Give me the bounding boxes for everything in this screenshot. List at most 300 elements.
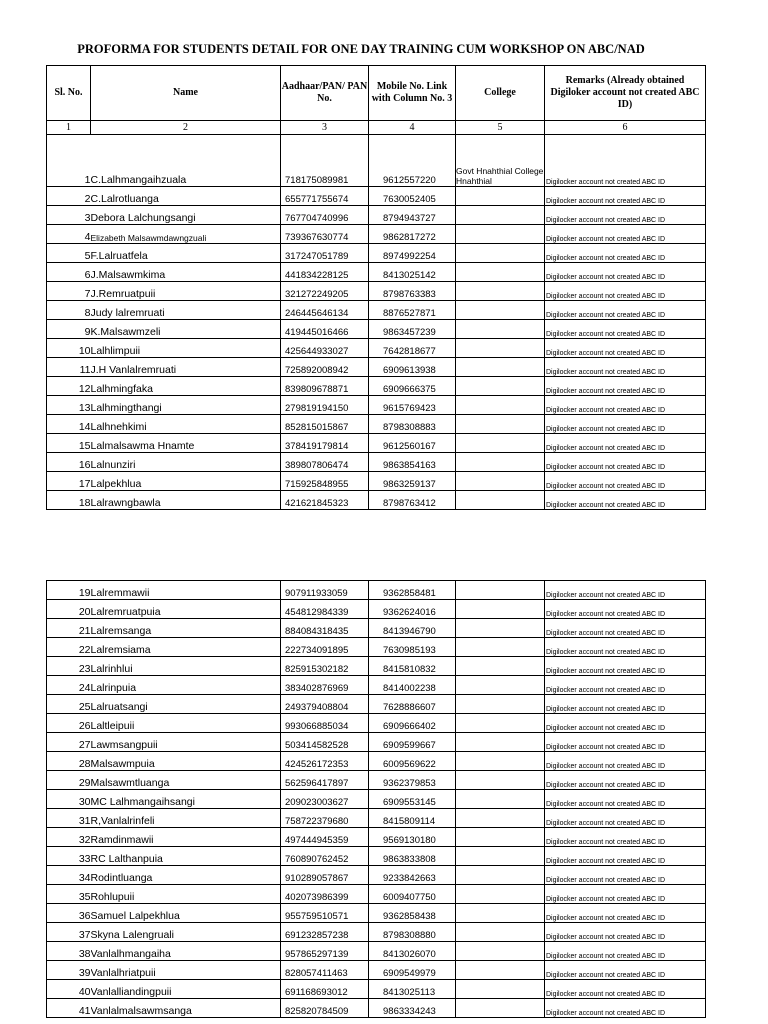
mobile-number: 6009407750 [369, 885, 456, 904]
serial-number: 10 [47, 339, 91, 358]
student-name: Ramdinmawii [91, 828, 281, 847]
serial-number: 20 [47, 600, 91, 619]
table-row [47, 771, 706, 790]
student-name: Vanlalhmangaiha [91, 942, 281, 961]
table-row [47, 377, 706, 396]
table-row [47, 999, 706, 1018]
remark: Digilocker account not created ABC ID [545, 472, 706, 491]
mobile-number: 9362858481 [369, 581, 456, 600]
table-row [47, 600, 706, 619]
remark: Digilocker account not created ABC ID [545, 187, 706, 206]
table-body-2 [47, 581, 706, 1018]
aadhaar-number: 246445646134 [281, 301, 369, 320]
college-name [456, 714, 545, 733]
student-name: Debora Lalchungsangi [91, 206, 281, 225]
serial-number: 32 [47, 828, 91, 847]
table-body-1 [47, 135, 706, 510]
student-name: J.H Vanlalremruati [91, 358, 281, 377]
serial-number: 1 [47, 135, 91, 187]
remark: Digilocker account not created ABC ID [545, 396, 706, 415]
aadhaar-number: 209023003627 [281, 790, 369, 809]
remark: Digilocker account not created ABC ID [545, 695, 706, 714]
serial-number: 21 [47, 619, 91, 638]
remark: Digilocker account not created ABC ID [545, 752, 706, 771]
table-row [47, 491, 706, 510]
remark: Digilocker account not created ABC ID [545, 923, 706, 942]
table-row [47, 733, 706, 752]
table-row [47, 396, 706, 415]
college-name [456, 752, 545, 771]
aadhaar-number: 828057411463 [281, 961, 369, 980]
table-row [47, 657, 706, 676]
student-name: Lalhnehkimi [91, 415, 281, 434]
mobile-number: 8414002238 [369, 676, 456, 695]
table-row [47, 358, 706, 377]
mobile-number: 9612557220 [369, 135, 456, 187]
table-row [47, 244, 706, 263]
college-name [456, 961, 545, 980]
serial-number: 34 [47, 866, 91, 885]
table-row [47, 415, 706, 434]
remark: Digilocker account not created ABC ID [545, 619, 706, 638]
student-name: K.Malsawmzeli [91, 320, 281, 339]
serial-number: 36 [47, 904, 91, 923]
remark: Digilocker account not created ABC ID [545, 999, 706, 1018]
serial-number: 33 [47, 847, 91, 866]
aadhaar-number: 760890762452 [281, 847, 369, 866]
aadhaar-number: 839809678871 [281, 377, 369, 396]
column-number: 4 [369, 121, 456, 135]
table-row [47, 752, 706, 771]
serial-number: 35 [47, 885, 91, 904]
table-row [47, 301, 706, 320]
header-college: College [456, 66, 545, 121]
serial-number: 38 [47, 942, 91, 961]
student-name: C.Lalhmangaihzuala [91, 135, 281, 187]
student-name: Vanlalhriatpuii [91, 961, 281, 980]
college-name [456, 453, 545, 472]
table-row [47, 206, 706, 225]
aadhaar-number: 378419179814 [281, 434, 369, 453]
college-name [456, 980, 545, 999]
remark: Digilocker account not created ABC ID [545, 885, 706, 904]
serial-number: 23 [47, 657, 91, 676]
remark: Digilocker account not created ABC ID [545, 809, 706, 828]
serial-number: 40 [47, 980, 91, 999]
student-name: Malsawmpuia [91, 752, 281, 771]
college-name [456, 809, 545, 828]
serial-number: 24 [47, 676, 91, 695]
serial-number: 41 [47, 999, 91, 1018]
serial-number: 5 [47, 244, 91, 263]
aadhaar-number: 955759510571 [281, 904, 369, 923]
remark: Digilocker account not created ABC ID [545, 847, 706, 866]
aadhaar-number: 317247051789 [281, 244, 369, 263]
mobile-number: 9862817272 [369, 225, 456, 244]
college-name [456, 638, 545, 657]
aadhaar-number: 389807806474 [281, 453, 369, 472]
mobile-number: 9233842663 [369, 866, 456, 885]
mobile-number: 9615769423 [369, 396, 456, 415]
remark: Digilocker account not created ABC ID [545, 904, 706, 923]
aadhaar-number: 562596417897 [281, 771, 369, 790]
mobile-number: 6909613938 [369, 358, 456, 377]
students-table-1 [46, 65, 706, 510]
student-name: Samuel Lalpekhlua [91, 904, 281, 923]
remark: Digilocker account not created ABC ID [545, 866, 706, 885]
table-row [47, 581, 706, 600]
college-name [456, 415, 545, 434]
student-name: Lawmsangpuii [91, 733, 281, 752]
college-name [456, 581, 545, 600]
table-row [47, 866, 706, 885]
student-name: Skyna Lalengruali [91, 923, 281, 942]
serial-number: 15 [47, 434, 91, 453]
serial-number: 30 [47, 790, 91, 809]
table-row [47, 676, 706, 695]
column-number: 1 [47, 121, 91, 135]
college-name [456, 847, 545, 866]
college-name [456, 695, 545, 714]
mobile-number: 9863457239 [369, 320, 456, 339]
remark: Digilocker account not created ABC ID [545, 135, 706, 187]
mobile-number: 9569130180 [369, 828, 456, 847]
aadhaar-number: 884084318435 [281, 619, 369, 638]
serial-number: 14 [47, 415, 91, 434]
remark: Digilocker account not created ABC ID [545, 676, 706, 695]
table-row [47, 225, 706, 244]
student-name: Lalrinpuia [91, 676, 281, 695]
table-row [47, 187, 706, 206]
mobile-number: 9362379853 [369, 771, 456, 790]
college-name [456, 472, 545, 491]
aadhaar-number: 279819194150 [281, 396, 369, 415]
mobile-number: 6909666402 [369, 714, 456, 733]
serial-number: 2 [47, 187, 91, 206]
table-row [47, 320, 706, 339]
aadhaar-number: 852815015867 [281, 415, 369, 434]
serial-number: 4 [47, 225, 91, 244]
mobile-number: 8798308880 [369, 923, 456, 942]
aadhaar-number: 503414582528 [281, 733, 369, 752]
college-name [456, 320, 545, 339]
table-row [47, 980, 706, 999]
table-row [47, 885, 706, 904]
mobile-number: 8798763383 [369, 282, 456, 301]
college-name [456, 866, 545, 885]
mobile-number: 6009569622 [369, 752, 456, 771]
mobile-number: 8413025113 [369, 980, 456, 999]
serial-number: 29 [47, 771, 91, 790]
student-name: RC Lalthanpuia [91, 847, 281, 866]
serial-number: 12 [47, 377, 91, 396]
table-row [47, 638, 706, 657]
table-row [47, 809, 706, 828]
college-name [456, 263, 545, 282]
student-name: J.Remruatpuii [91, 282, 281, 301]
header-name: Name [91, 66, 281, 121]
college-name [456, 301, 545, 320]
serial-number: 9 [47, 320, 91, 339]
remark: Digilocker account not created ABC ID [545, 491, 706, 510]
mobile-number: 8876527871 [369, 301, 456, 320]
student-name: Lalrawngbawla [91, 491, 281, 510]
table-row [47, 434, 706, 453]
column-number-row [47, 121, 706, 135]
remark: Digilocker account not created ABC ID [545, 320, 706, 339]
aadhaar-number: 222734091895 [281, 638, 369, 657]
mobile-number: 7628886607 [369, 695, 456, 714]
remark: Digilocker account not created ABC ID [545, 301, 706, 320]
remark: Digilocker account not created ABC ID [545, 339, 706, 358]
aadhaar-number: 715925848955 [281, 472, 369, 491]
college-name [456, 491, 545, 510]
college-name [456, 377, 545, 396]
mobile-number: 7642818677 [369, 339, 456, 358]
mobile-number: 9863854163 [369, 453, 456, 472]
column-number: 2 [91, 121, 281, 135]
student-name: Lalpekhlua [91, 472, 281, 491]
serial-number: 7 [47, 282, 91, 301]
college-name [456, 619, 545, 638]
serial-number: 22 [47, 638, 91, 657]
serial-number: 19 [47, 581, 91, 600]
college-name [456, 434, 545, 453]
student-name: Lalrinhlui [91, 657, 281, 676]
serial-number: 8 [47, 301, 91, 320]
aadhaar-number: 691232857238 [281, 923, 369, 942]
column-number: 6 [545, 121, 706, 135]
college-name [456, 923, 545, 942]
header-sl-no: Sl. No. [47, 66, 91, 121]
table-row [47, 790, 706, 809]
aadhaar-number: 825915302182 [281, 657, 369, 676]
table-row [47, 961, 706, 980]
student-name: Lalnunziri [91, 453, 281, 472]
college-name [456, 733, 545, 752]
remark: Digilocker account not created ABC ID [545, 942, 706, 961]
aadhaar-number: 739367630774 [281, 225, 369, 244]
aadhaar-number: 993066885034 [281, 714, 369, 733]
table-row [47, 828, 706, 847]
header-aadhaar: Aadhaar/PAN/ PAN No. [281, 66, 369, 121]
student-name: R,Vanlalrinfeli [91, 809, 281, 828]
remark: Digilocker account not created ABC ID [545, 828, 706, 847]
aadhaar-number: 655771755674 [281, 187, 369, 206]
college-name [456, 225, 545, 244]
mobile-number: 9863334243 [369, 999, 456, 1018]
aadhaar-number: 825820784509 [281, 999, 369, 1018]
college-name [456, 771, 545, 790]
college-name [456, 999, 545, 1018]
table-row [47, 714, 706, 733]
page-title: PROFORMA FOR STUDENTS DETAIL FOR ONE DAY TRAINING CUM WORKSHOP ON ABC/NAD [77, 42, 645, 56]
table-row [47, 904, 706, 923]
mobile-number: 8974992254 [369, 244, 456, 263]
student-name: Lalhlimpuii [91, 339, 281, 358]
remark: Digilocker account not created ABC ID [545, 657, 706, 676]
aadhaar-number: 907911933059 [281, 581, 369, 600]
mobile-number: 9362624016 [369, 600, 456, 619]
student-name: Lalremruatpuia [91, 600, 281, 619]
mobile-number: 9362858438 [369, 904, 456, 923]
mobile-number: 9863833808 [369, 847, 456, 866]
aadhaar-number: 249379408804 [281, 695, 369, 714]
serial-number: 26 [47, 714, 91, 733]
aadhaar-number: 425644933027 [281, 339, 369, 358]
remark: Digilocker account not created ABC ID [545, 206, 706, 225]
remark: Digilocker account not created ABC ID [545, 771, 706, 790]
student-name: J.Malsawmkima [91, 263, 281, 282]
student-name: F.Lalruatfela [91, 244, 281, 263]
table-row [47, 453, 706, 472]
student-name: Rohlupuii [91, 885, 281, 904]
table-row [47, 847, 706, 866]
aadhaar-number: 454812984339 [281, 600, 369, 619]
student-name: Vanlalliandingpuii [91, 980, 281, 999]
aadhaar-number: 758722379680 [281, 809, 369, 828]
header-remarks: Remarks (Already obtained Digiloker account not created ABC ID) [545, 66, 706, 121]
student-name: Lalremsanga [91, 619, 281, 638]
mobile-number: 9863259137 [369, 472, 456, 491]
mobile-number: 8413025142 [369, 263, 456, 282]
student-name: Lalruatsangi [91, 695, 281, 714]
remark: Digilocker account not created ABC ID [545, 358, 706, 377]
student-name: Vanlalmalsawmsanga [91, 999, 281, 1018]
table-row [47, 942, 706, 961]
student-name: Judy lalremruati [91, 301, 281, 320]
mobile-number: 8413946790 [369, 619, 456, 638]
table-row [47, 472, 706, 491]
table-row [47, 695, 706, 714]
college-name [456, 676, 545, 695]
college-name: Govt Hnahthial College Hnahthial [456, 135, 545, 187]
remark: Digilocker account not created ABC ID [545, 980, 706, 999]
college-name [456, 206, 545, 225]
mobile-number: 6909666375 [369, 377, 456, 396]
column-number: 5 [456, 121, 545, 135]
header-mobile: Mobile No. Link with Column No. 3 [369, 66, 456, 121]
college-name [456, 358, 545, 377]
header-row [47, 66, 706, 121]
students-table-2 [46, 580, 706, 1018]
serial-number: 3 [47, 206, 91, 225]
mobile-number: 8798763412 [369, 491, 456, 510]
student-name: Lalremmawii [91, 581, 281, 600]
college-name [456, 657, 545, 676]
remark: Digilocker account not created ABC ID [545, 714, 706, 733]
mobile-number: 6909599667 [369, 733, 456, 752]
serial-number: 25 [47, 695, 91, 714]
remark: Digilocker account not created ABC ID [545, 415, 706, 434]
student-name: Lalhmingfaka [91, 377, 281, 396]
aadhaar-number: 957865297139 [281, 942, 369, 961]
college-name [456, 187, 545, 206]
aadhaar-number: 441834228125 [281, 263, 369, 282]
college-name [456, 942, 545, 961]
mobile-number: 8415810832 [369, 657, 456, 676]
mobile-number: 9612560167 [369, 434, 456, 453]
serial-number: 6 [47, 263, 91, 282]
college-name [456, 904, 545, 923]
serial-number: 27 [47, 733, 91, 752]
mobile-number: 8415809114 [369, 809, 456, 828]
remark: Digilocker account not created ABC ID [545, 225, 706, 244]
college-name [456, 885, 545, 904]
table-row [47, 923, 706, 942]
remark: Digilocker account not created ABC ID [545, 790, 706, 809]
student-name: C.Lalrotluanga [91, 187, 281, 206]
serial-number: 13 [47, 396, 91, 415]
remark: Digilocker account not created ABC ID [545, 244, 706, 263]
remark: Digilocker account not created ABC ID [545, 638, 706, 657]
serial-number: 18 [47, 491, 91, 510]
remark: Digilocker account not created ABC ID [545, 453, 706, 472]
aadhaar-number: 424526172353 [281, 752, 369, 771]
table-row [47, 339, 706, 358]
college-name [456, 396, 545, 415]
remark: Digilocker account not created ABC ID [545, 600, 706, 619]
student-name: Laltleipuii [91, 714, 281, 733]
column-number: 3 [281, 121, 369, 135]
table-row [47, 282, 706, 301]
college-name [456, 339, 545, 358]
aadhaar-number: 767704740996 [281, 206, 369, 225]
aadhaar-number: 321272249205 [281, 282, 369, 301]
mobile-number: 8413026070 [369, 942, 456, 961]
aadhaar-number: 402073986399 [281, 885, 369, 904]
aadhaar-number: 725892008942 [281, 358, 369, 377]
mobile-number: 8794943727 [369, 206, 456, 225]
student-name: Lalremsiama [91, 638, 281, 657]
aadhaar-number: 383402876969 [281, 676, 369, 695]
serial-number: 17 [47, 472, 91, 491]
mobile-number: 7630985193 [369, 638, 456, 657]
mobile-number: 6909549979 [369, 961, 456, 980]
remark: Digilocker account not created ABC ID [545, 434, 706, 453]
table-row [47, 135, 706, 187]
serial-number: 37 [47, 923, 91, 942]
aadhaar-number: 910289057867 [281, 866, 369, 885]
remark: Digilocker account not created ABC ID [545, 733, 706, 752]
serial-number: 16 [47, 453, 91, 472]
college-name [456, 600, 545, 619]
serial-number: 39 [47, 961, 91, 980]
college-name [456, 282, 545, 301]
serial-number: 28 [47, 752, 91, 771]
college-name [456, 244, 545, 263]
student-name: Lalhmingthangi [91, 396, 281, 415]
student-name: Elizabeth Malsawmdawngzuali [91, 225, 281, 244]
aadhaar-number: 718175089981 [281, 135, 369, 187]
college-name [456, 828, 545, 847]
student-name: Malsawmtluanga [91, 771, 281, 790]
aadhaar-number: 419445016466 [281, 320, 369, 339]
remark: Digilocker account not created ABC ID [545, 377, 706, 396]
college-name [456, 790, 545, 809]
mobile-number: 8798308883 [369, 415, 456, 434]
remark: Digilocker account not created ABC ID [545, 961, 706, 980]
remark: Digilocker account not created ABC ID [545, 581, 706, 600]
remark: Digilocker account not created ABC ID [545, 263, 706, 282]
serial-number: 31 [47, 809, 91, 828]
table-row [47, 619, 706, 638]
mobile-number: 6909553145 [369, 790, 456, 809]
student-name: MC Lalhmangaihsangi [91, 790, 281, 809]
aadhaar-number: 691168693012 [281, 980, 369, 999]
table-row [47, 263, 706, 282]
remark: Digilocker account not created ABC ID [545, 282, 706, 301]
